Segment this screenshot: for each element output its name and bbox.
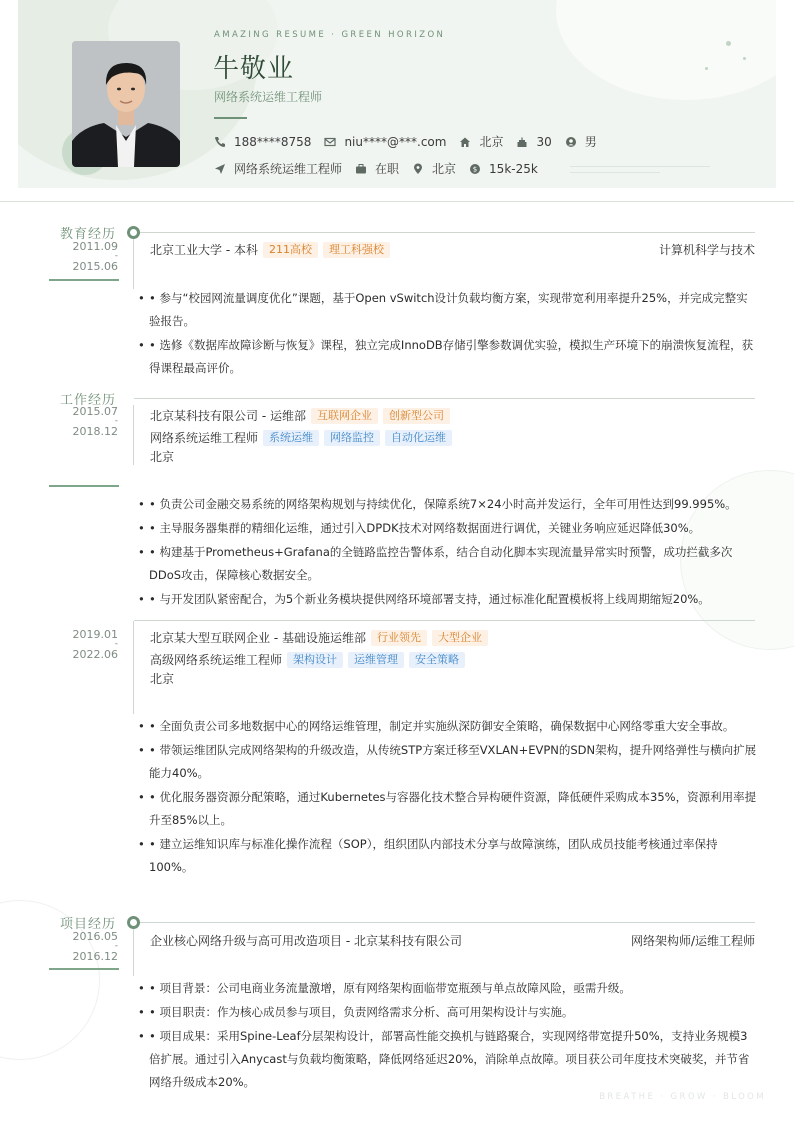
timeline-vline (133, 239, 134, 289)
section-underline (49, 279, 119, 281)
job2-city: 北京 (150, 672, 175, 686)
list-item: • • 带领运维团队完成网络架构的升级改造，从传统STP方案迁移至VXLAN+EVPN的SDN架构，提升网络弹性与横向扩展能力40%。 (138, 739, 758, 785)
info-item-phone (214, 135, 311, 149)
school-name: 北京工业大学 - 本科 (150, 243, 258, 257)
tag: 211高校 (263, 242, 318, 258)
cake-icon (516, 136, 528, 148)
info-item-email (324, 135, 446, 149)
tag: 大型企业 (432, 630, 488, 646)
status-text: 在职 (375, 162, 400, 176)
list-item: • • 参与“校园网流量调度优化”课题，基于Open vSwitch设计负载均衡方案，实现带宽利用率提升25%，并完成完整实验报告。 (138, 287, 758, 333)
major: 计算机科学与技术 (658, 243, 755, 257)
company-name: 北京某科技有限公司 - 运维部 (150, 409, 306, 423)
portrait-icon (72, 41, 180, 167)
job2-company (150, 629, 755, 646)
home-icon (459, 136, 471, 148)
header-divider (0, 201, 794, 202)
job1-bullets (138, 493, 758, 612)
gender-icon (565, 136, 577, 148)
info-item-city (412, 160, 456, 177)
end-date: 2016.12 (72, 950, 118, 963)
tag: 系统运维 (263, 430, 319, 446)
project-dates (60, 931, 118, 962)
list-item: • • 全面负责公司多地数据中心的网络运维管理，制定并实施纵深防御安全策略，确保数据中心网络零重大安全事故。 (138, 715, 758, 738)
timeline-node (127, 226, 140, 239)
tag: 网络监控 (324, 430, 380, 446)
project-header (150, 932, 755, 949)
timeline-hline (134, 922, 755, 923)
list-item: • • 负责公司金融交易系统的网络架构规划与持续优化，保障系统7×24小时高并发运行，全年可用性达到99.995%。 (138, 493, 758, 516)
company-name: 北京某大型互联网企业 - 基础设施运维部 (150, 631, 366, 645)
date-separator: - (114, 941, 118, 951)
start-date: 2015.07 (72, 405, 118, 418)
role-name: 网络系统运维工程师 (150, 431, 259, 445)
job-title: 网络系统运维工程师 (214, 90, 323, 104)
phone-text: 188****8758 (234, 134, 312, 149)
tag: 安全策略 (409, 652, 465, 668)
list-item: • • 项目成果：采用Spine-Leaf分层架构设计，部署高性能交换机与链路聚合，实现网络带宽提升50%，支持业务规模3倍扩展。通过引入Anycast与负载均衡策略，降低网络延迟20%，消除单点故障。项目获公司年度技术突破奖，并节省网络升级成本20%。 (138, 1025, 758, 1094)
job-intent-row (214, 160, 551, 177)
info-item-salary (469, 162, 538, 176)
section-title-work: 工作经历 (60, 393, 117, 408)
mail-icon (324, 136, 336, 148)
timeline-hline (134, 398, 755, 399)
project-name: 企业核心网络升级与高可用改造项目 - 北京某科技有限公司 (150, 934, 462, 948)
timeline-hline (134, 620, 755, 621)
tag: 架构设计 (287, 652, 343, 668)
salary-text: 15k-25k (489, 161, 538, 176)
info-item-home (459, 133, 503, 150)
age-text: 30 (536, 134, 552, 149)
decorative-dot (705, 67, 708, 70)
info-item-status (355, 160, 399, 177)
briefcase-icon (355, 163, 367, 175)
svg-text:$: $ (472, 165, 478, 174)
candidate-name: 牛敬业 (213, 54, 295, 84)
list-item: • • 项目职责：作为核心成员参与项目，负责网络需求分析、高可用架构设计与实施。 (138, 1001, 758, 1024)
tag: 理工科强校 (323, 242, 390, 258)
info-item-position (214, 160, 342, 177)
job2-bullets (138, 715, 758, 880)
header-tagline: AMAZING RESUME · GREEN HORIZON (214, 30, 446, 40)
info-item-gender (565, 133, 597, 150)
education-dates (60, 241, 118, 272)
list-item: • • 建立运维知识库与标准化操作流程（SOP），组织团队内部技术分享与故障演练，团队成员技能考核通过率保持100%。 (138, 833, 758, 879)
end-date: 2022.06 (72, 648, 118, 661)
list-item: • • 与开发团队紧密配合，为5个新业务模块提供网络环境部署支持，通过标准化配置模板将上线周期缩短20%。 (138, 588, 758, 611)
decorative-dot (743, 57, 746, 60)
section-underline (49, 968, 119, 970)
info-item-age (516, 135, 551, 149)
tag: 运维管理 (348, 652, 404, 668)
tag: 互联网企业 (311, 408, 378, 424)
start-date: 2016.05 (72, 930, 118, 943)
timeline-vline (133, 405, 134, 465)
accent-divider (214, 117, 247, 119)
project-bullets (138, 977, 758, 1095)
tag: 行业领先 (371, 630, 427, 646)
send-icon (214, 163, 226, 175)
project-role: 网络架构师/运维工程师 (630, 934, 755, 948)
date-separator: - (114, 416, 118, 426)
role-name: 高级网络系统运维工程师 (150, 653, 283, 667)
start-date: 2019.01 (72, 628, 118, 641)
location-icon (412, 163, 424, 175)
end-date: 2015.06 (72, 260, 118, 273)
date-separator: - (114, 639, 118, 649)
tag: 创新型公司 (383, 408, 450, 424)
list-item: • • 主导服务器集群的精细化运维，通过引入DPDK技术对网络数据面进行调优，关键业务响应延迟降低30%。 (138, 517, 758, 540)
education-header (150, 241, 755, 258)
job2-dates (60, 629, 118, 660)
timeline-node (127, 916, 140, 929)
position-text: 网络系统运维工程师 (234, 162, 343, 176)
job1-city: 北京 (150, 450, 175, 464)
section-title-project: 项目经历 (60, 917, 117, 932)
list-item: • • 选修《数据库故障诊断与恢复》课程，独立完成InnoDB存储引擎参数调优实验，模拟生产环境下的崩溃恢复流程，获得课程最高评价。 (138, 334, 758, 380)
section-title-education: 教育经历 (60, 227, 117, 242)
start-date: 2011.09 (72, 240, 118, 253)
gender-text: 男 (584, 135, 597, 149)
job2-role (150, 651, 465, 668)
profile-photo (72, 41, 180, 167)
footer-watermark: BREATHE · GROW · BLOOM (599, 1092, 766, 1102)
end-date: 2018.12 (72, 425, 118, 438)
job1-dates (60, 406, 118, 437)
phone-icon (214, 136, 226, 148)
email-text: niu****@***.com (344, 134, 447, 149)
decorative-dot (726, 41, 731, 46)
timeline-vline (133, 929, 134, 976)
city-text: 北京 (432, 162, 457, 176)
timeline-hline (134, 232, 755, 233)
job1-role (150, 429, 452, 446)
section-underline (49, 485, 119, 487)
list-item: • • 优化服务器资源分配策略，通过Kubernetes与容器化技术整合异构硬件资源，降低硬件采购成本35%，资源利用率提升至85%以上。 (138, 786, 758, 832)
tag: 自动化运维 (385, 430, 452, 446)
home-text: 北京 (479, 135, 504, 149)
decorative-line (570, 172, 660, 173)
decorative-line (570, 166, 710, 167)
list-item: • • 项目背景：公司电商业务流量激增，原有网络架构面临带宽瓶颈与单点故障风险，亟需升级。 (138, 977, 758, 1000)
money-icon (469, 163, 481, 175)
list-item: • • 构建基于Prometheus+Grafana的全链路监控告警体系，结合自动化脚本实现流量异常实时预警，成功拦截多次DDoS攻击，保障核心数据安全。 (138, 541, 758, 587)
contact-row (214, 133, 610, 150)
education-bullets (138, 287, 758, 381)
timeline-vline (133, 621, 134, 714)
date-separator: - (114, 251, 118, 261)
job1-company (150, 407, 755, 424)
